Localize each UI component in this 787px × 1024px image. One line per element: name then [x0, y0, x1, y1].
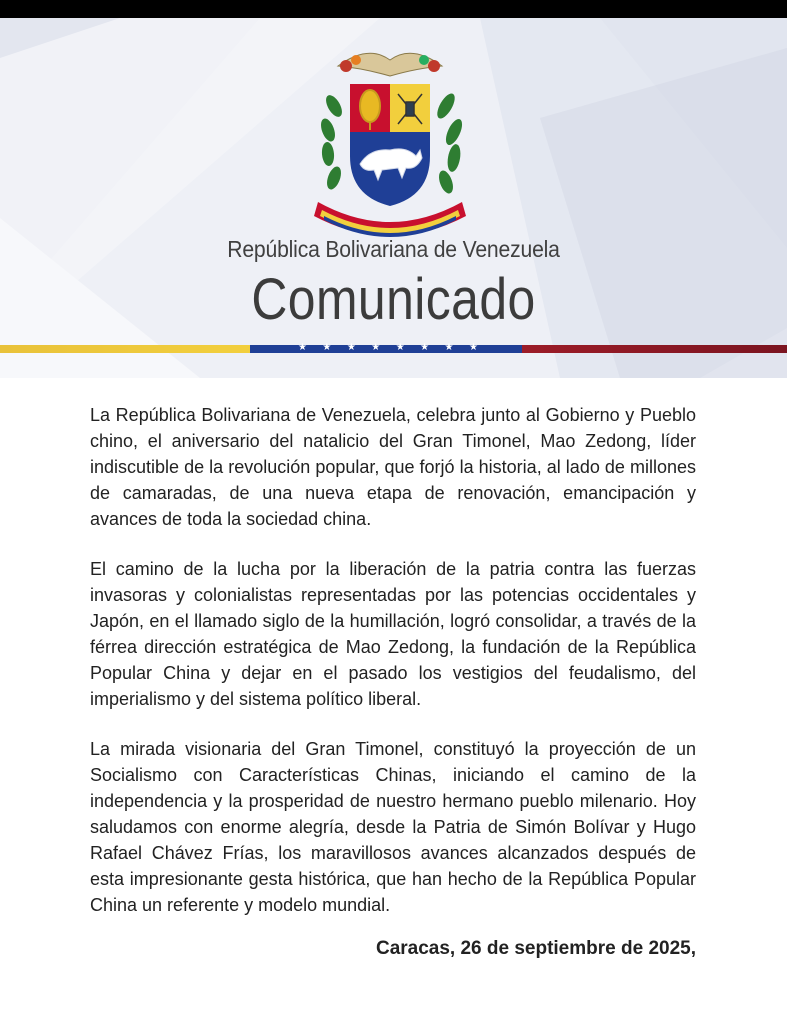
stripe-yellow — [0, 345, 250, 353]
page-title: Comunicado — [251, 267, 536, 332]
place-date-signature: Caracas, 26 de septiembre de 2025, — [375, 938, 696, 959]
star-icon: ★ — [346, 342, 356, 353]
star-icon: ★ — [371, 342, 381, 353]
venezuela-coat-of-arms-icon — [298, 46, 482, 242]
stripe-red — [522, 345, 787, 353]
document-header — [0, 18, 787, 378]
star-icon: ★ — [322, 342, 332, 353]
country-name: República Bolivariana de Venezuela — [227, 236, 560, 262]
star-icon: ★ — [420, 342, 430, 353]
paragraph-2: El camino de la lucha por la liberación de la patria contra las fuerzas invasoras y colonialistas representadas por las potencias occidentales y Japón, en el llamado siglo de la humillación, logró consolidar, a través de la férrea dirección estratégica de Mao Zedong, la fundación de la República Popular China y dejar en el pasado los vestigios del feudalismo, del imperialismo y del sistema político liberal. — [90, 559, 696, 709]
flag-stripe — [0, 342, 787, 353]
star-icon: ★ — [298, 342, 307, 353]
communique-body — [90, 402, 696, 942]
stripe-blue — [250, 342, 522, 353]
stripe-stars — [298, 342, 478, 354]
star-icon: ★ — [395, 342, 405, 353]
star-icon: ★ — [444, 342, 454, 353]
paragraph-3: La mirada visionaria del Gran Timonel, constituyó la proyección de un Socialismo con Características Chinas, iniciando el camino de la independencia y la prosperidad de nuestro hermano pueblo milenario. Hoy saludamos con enorme alegría, desde la Patria de Simón Bolívar y Hugo Rafael Chávez Frías, los maravillosos avances alcanzados después de esta impresionante gesta histórica, que han hecho de la República Popular China un referente y modelo mundial. — [90, 739, 696, 915]
top-black-bar — [0, 0, 787, 18]
paragraph-1: La República Bolivariana de Venezuela, celebra junto al Gobierno y Pueblo chino, el aniversario del natalicio del Gran Timonel, Mao Zedong, líder indiscutible de la revolución popular, que forjó la historia, al lado de millones de camaradas, de una nueva etapa de renovación, emancipación y avances de toda la sociedad china. — [90, 405, 696, 529]
star-icon: ★ — [468, 342, 478, 353]
